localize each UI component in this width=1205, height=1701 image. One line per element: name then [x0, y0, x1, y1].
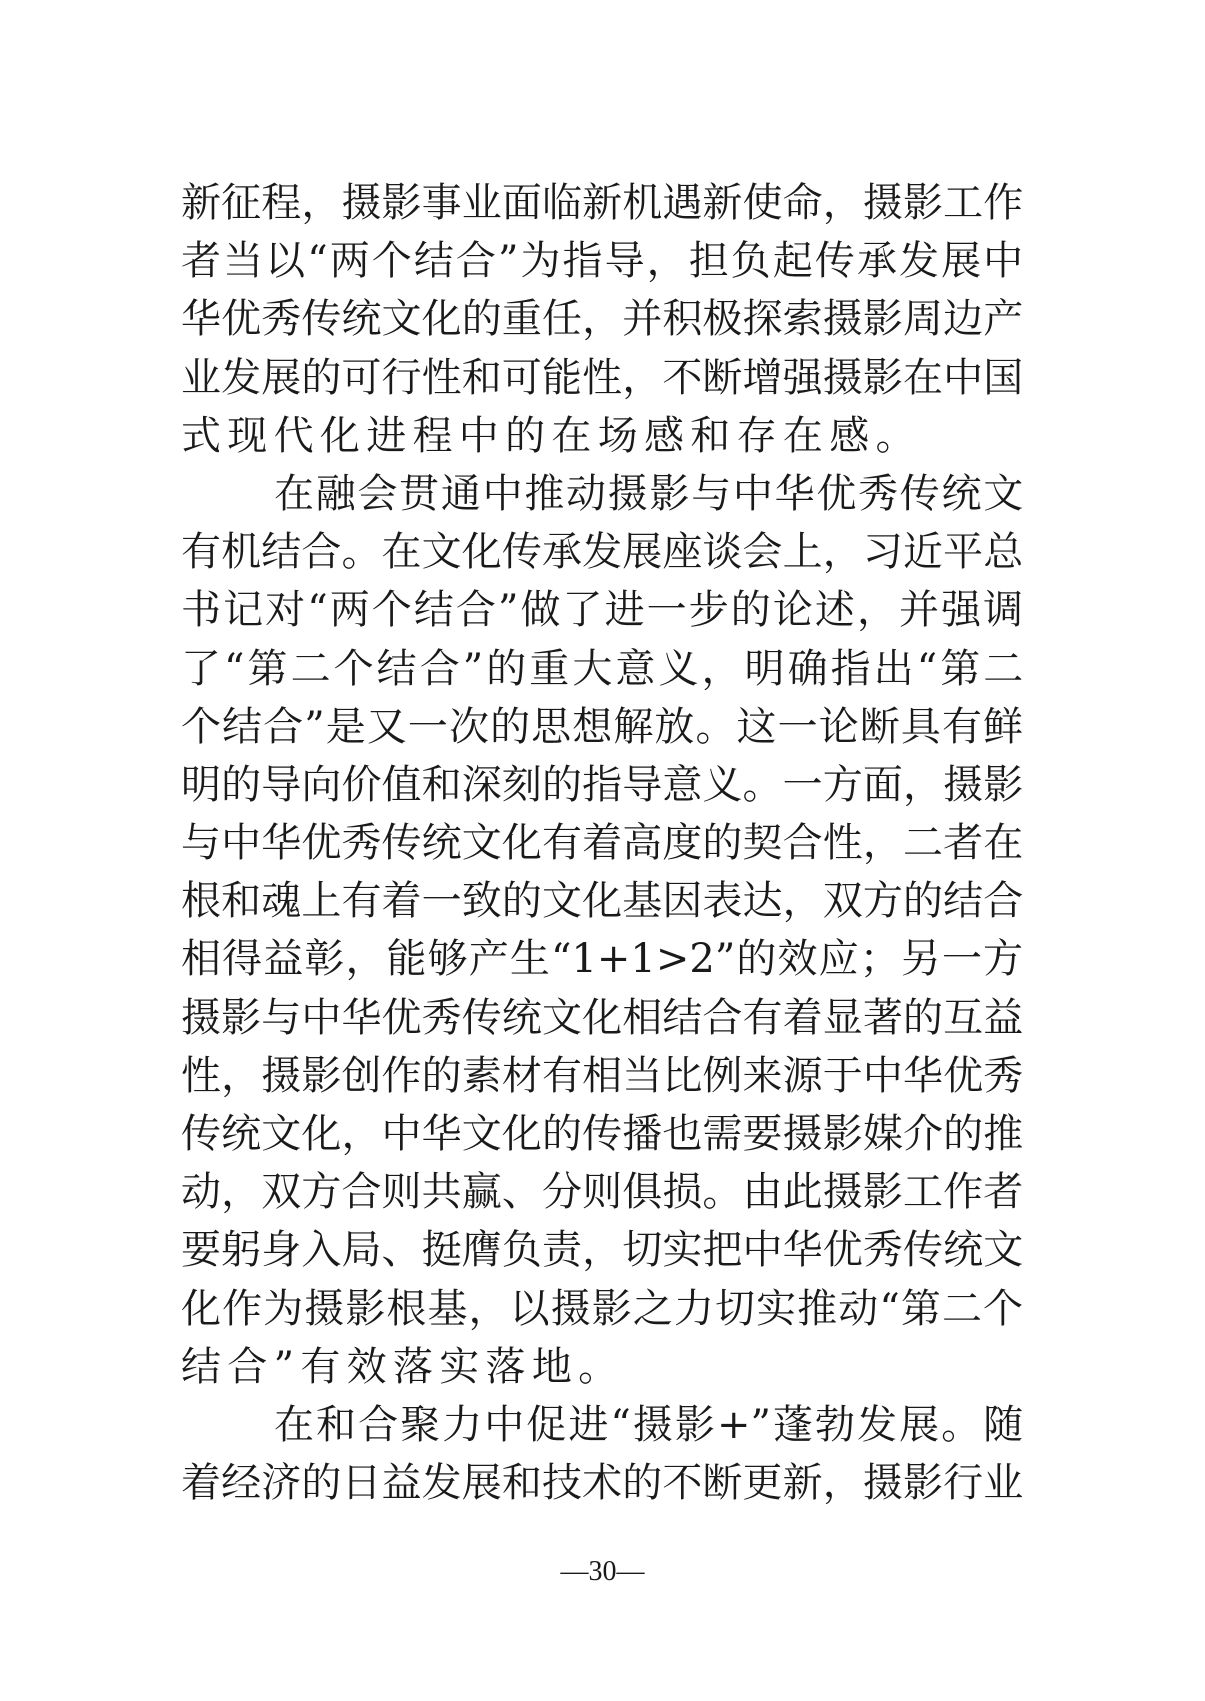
text-line: 有机结合。在文化传承发展座谈会上，习近平总	[181, 529, 1023, 576]
text-line: 华优秀传统文化的重任，并积极探索摄影周边产	[181, 296, 1023, 343]
text-line: 在和合聚力中促进“摄影+”蓬勃发展。随	[274, 1401, 1023, 1448]
text-line: 与中华优秀传统文化有着高度的契合性，二者在	[181, 820, 1023, 867]
text-line: 根和魂上有着一致的文化基因表达，双方的结合	[181, 878, 1023, 925]
text-line: 新征程，摄影事业面临新机遇新使命，摄影工作	[181, 180, 1023, 226]
body-text	[181, 174, 1023, 1512]
text-line: 了“第二个结合”的重大意义，明确指出“第二	[181, 645, 1023, 692]
text-line: 明的导向价值和深刻的指导意义。一方面，摄影	[181, 761, 1023, 808]
paragraph-1	[181, 174, 1023, 465]
text-line: 在融会贯通中推动摄影与中华优秀传统文	[274, 470, 1023, 517]
text-line: 结合”有效落实落地。	[181, 1343, 625, 1390]
text-line: 动，双方合则共赢、分则俱损。由此摄影工作者	[181, 1169, 1023, 1216]
text-line: 书记对“两个结合”做了进一步的论述，并强调	[181, 587, 1023, 634]
text-line: 要躬身入局、挺膺负责，切实把中华优秀传统文	[181, 1227, 1023, 1274]
text-line: 者当以“两个结合”为指导，担负起传承发展中	[181, 238, 1023, 285]
page-number: —30—	[560, 1556, 645, 1587]
text-line: 个结合”是又一次的思想解放。这一论断具有鲜	[181, 703, 1023, 750]
text-line: 业发展的可行性和可能性，不断增强摄影在中国	[181, 354, 1023, 401]
text-line: 化作为摄影根基，以摄影之力切实推动“第二个	[181, 1285, 1023, 1332]
text-line: 着经济的日益发展和技术的不断更新，摄影行业	[181, 1460, 1023, 1507]
paragraph-3	[181, 1396, 1023, 1512]
text-line: 相得益彰，能够产生“1+1>2”的效应；另一方	[181, 936, 1023, 983]
text-line: 摄影与中华优秀传统文化相结合有着显著的互益	[181, 994, 1023, 1041]
text-line: 传统文化，中华文化的传播也需要摄影媒介的推	[181, 1111, 1023, 1157]
text-line: 性，摄影创作的素材有相当比例来源于中华优秀	[181, 1052, 1023, 1099]
paragraph-2	[181, 465, 1023, 1396]
text-line: 式现代化进程中的在场感和存在感。	[181, 412, 922, 459]
